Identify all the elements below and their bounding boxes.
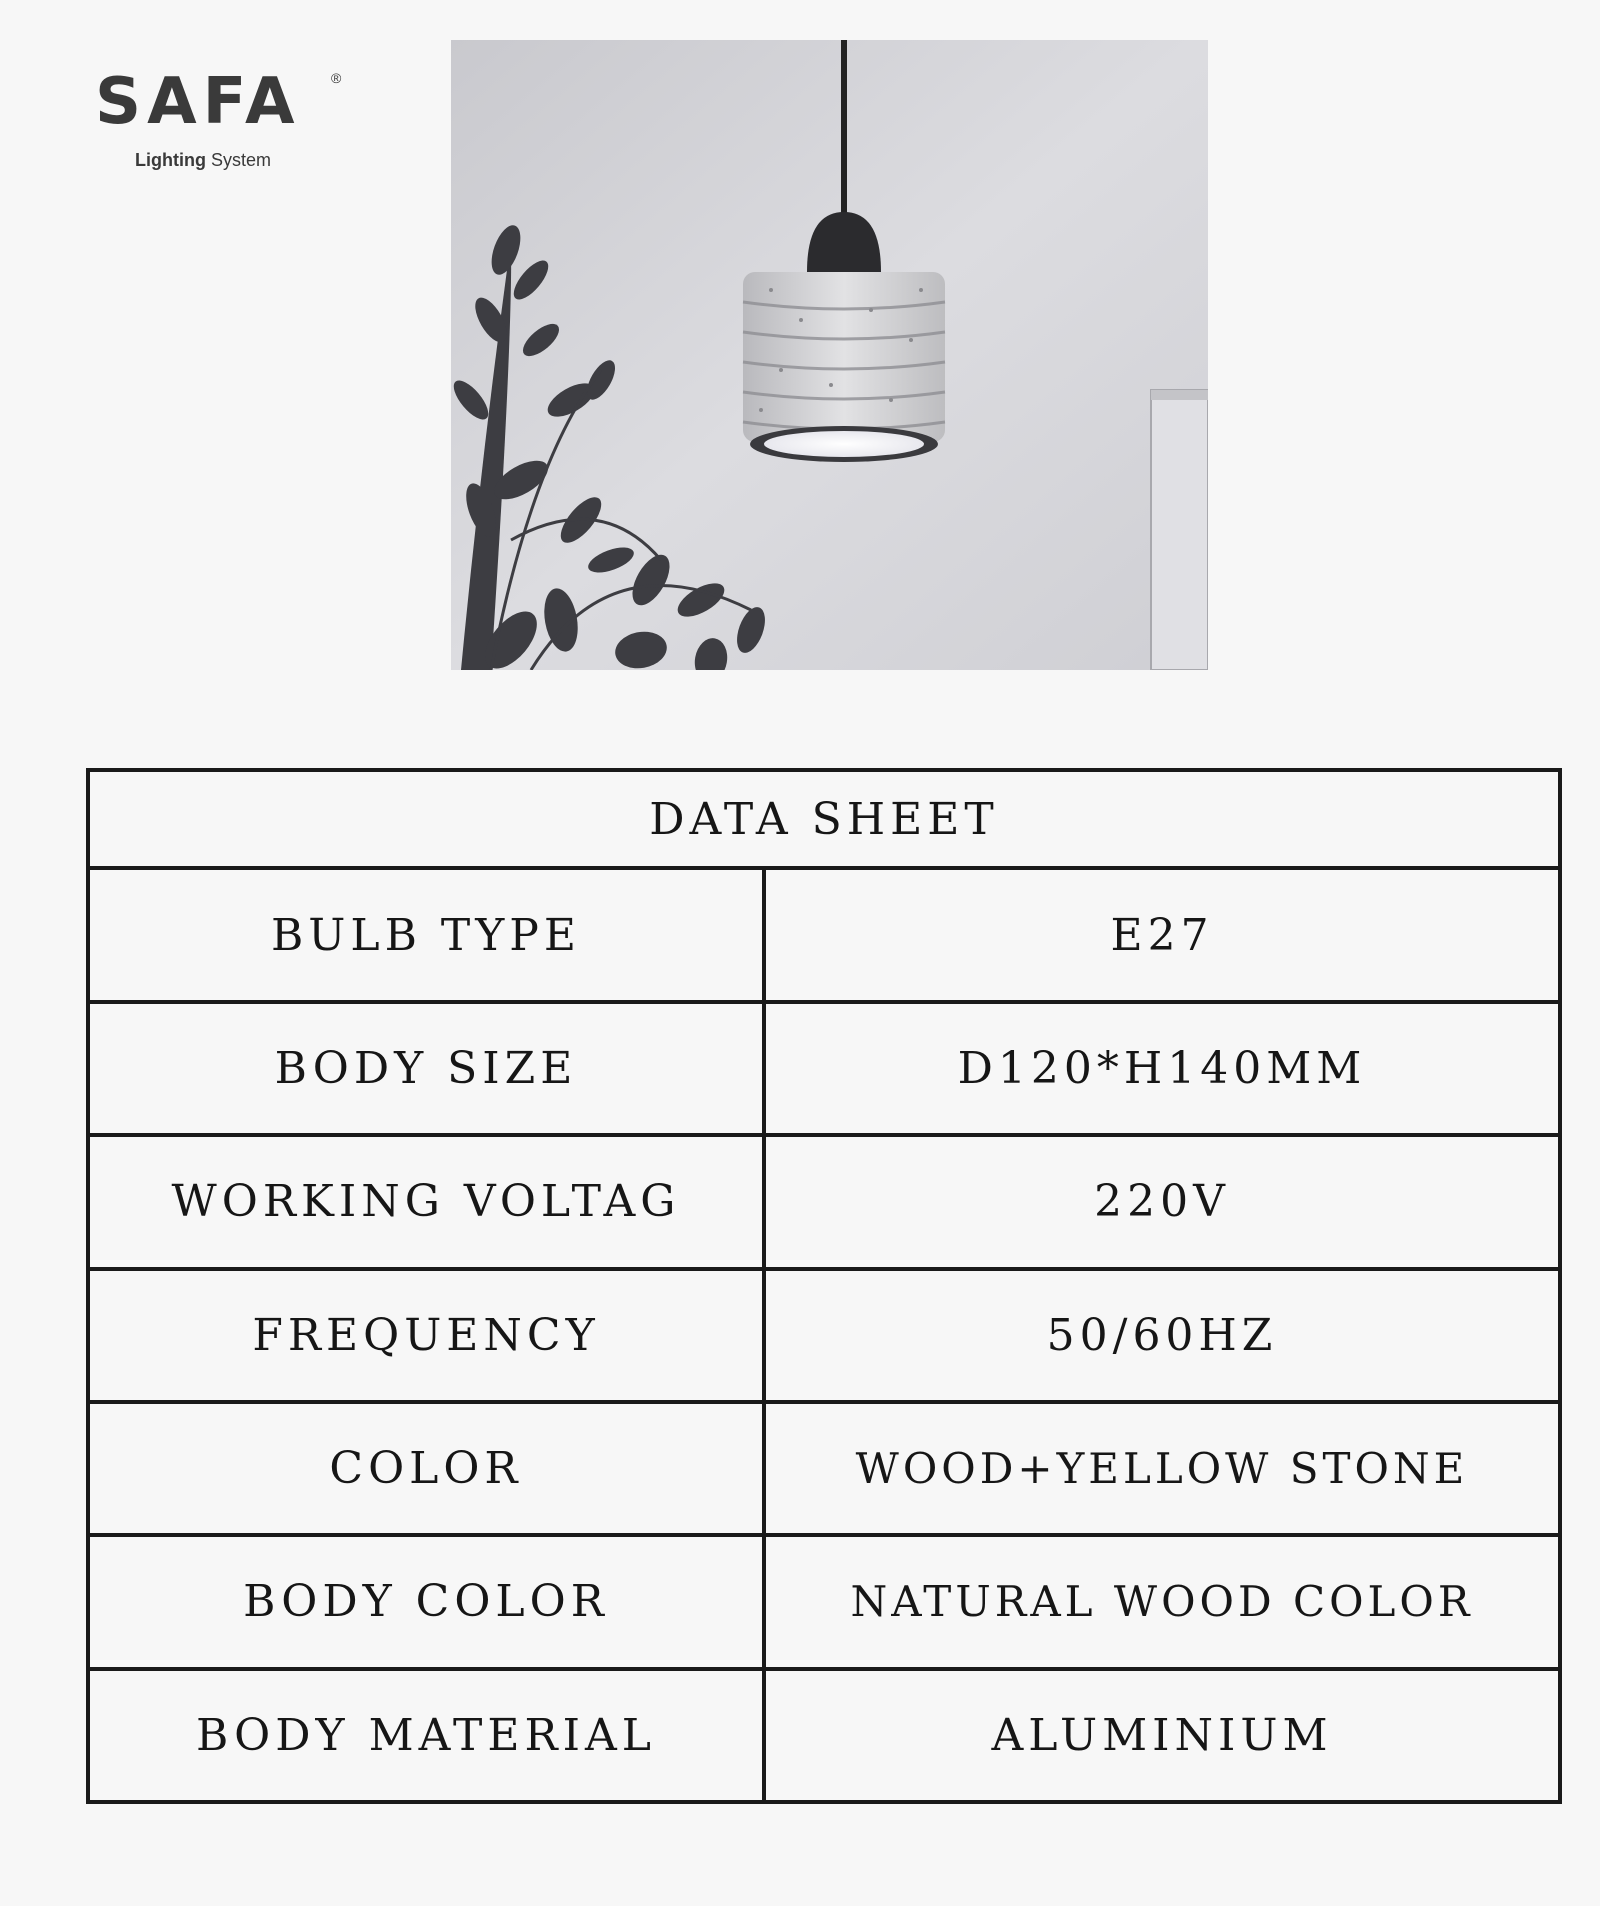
logo-tagline <box>135 150 271 171</box>
logo-wordmark: SAFA <box>95 65 301 139</box>
spec-label: BODY MATERIAL <box>88 1669 764 1802</box>
tagline-bold: Lighting <box>135 150 206 170</box>
spec-value: E27 <box>764 868 1560 1001</box>
table-row <box>88 1002 1560 1135</box>
brand-logo <box>95 65 355 180</box>
product-photo <box>451 40 1208 670</box>
data-sheet-title: DATA SHEET <box>88 770 1560 868</box>
spec-value: 50/60HZ <box>764 1269 1560 1402</box>
table-row <box>88 868 1560 1001</box>
spec-label: COLOR <box>88 1402 764 1535</box>
spec-label: BULB TYPE <box>88 868 764 1001</box>
pendant-lamp-photo <box>451 40 1208 670</box>
spec-value: 220V <box>764 1135 1560 1268</box>
spec-label: BODY SIZE <box>88 1002 764 1135</box>
spec-value: NATURAL WOOD COLOR <box>764 1535 1560 1668</box>
registered-mark: ® <box>331 70 342 86</box>
spec-value: ALUMINIUM <box>764 1669 1560 1802</box>
spec-label: FREQUENCY <box>88 1269 764 1402</box>
table-row <box>88 1535 1560 1668</box>
data-sheet-table <box>86 768 1562 1804</box>
table-row <box>88 1669 1560 1802</box>
spec-value: D120*H140MM <box>764 1002 1560 1135</box>
spec-label: WORKING VOLTAG <box>88 1135 764 1268</box>
table-row <box>88 1135 1560 1268</box>
tagline-rest: System <box>211 150 272 170</box>
table-header-row <box>88 770 1560 868</box>
spec-label: BODY COLOR <box>88 1535 764 1668</box>
spec-value: WOOD+YELLOW STONE <box>764 1402 1560 1535</box>
table-row <box>88 1269 1560 1402</box>
table-row <box>88 1402 1560 1535</box>
